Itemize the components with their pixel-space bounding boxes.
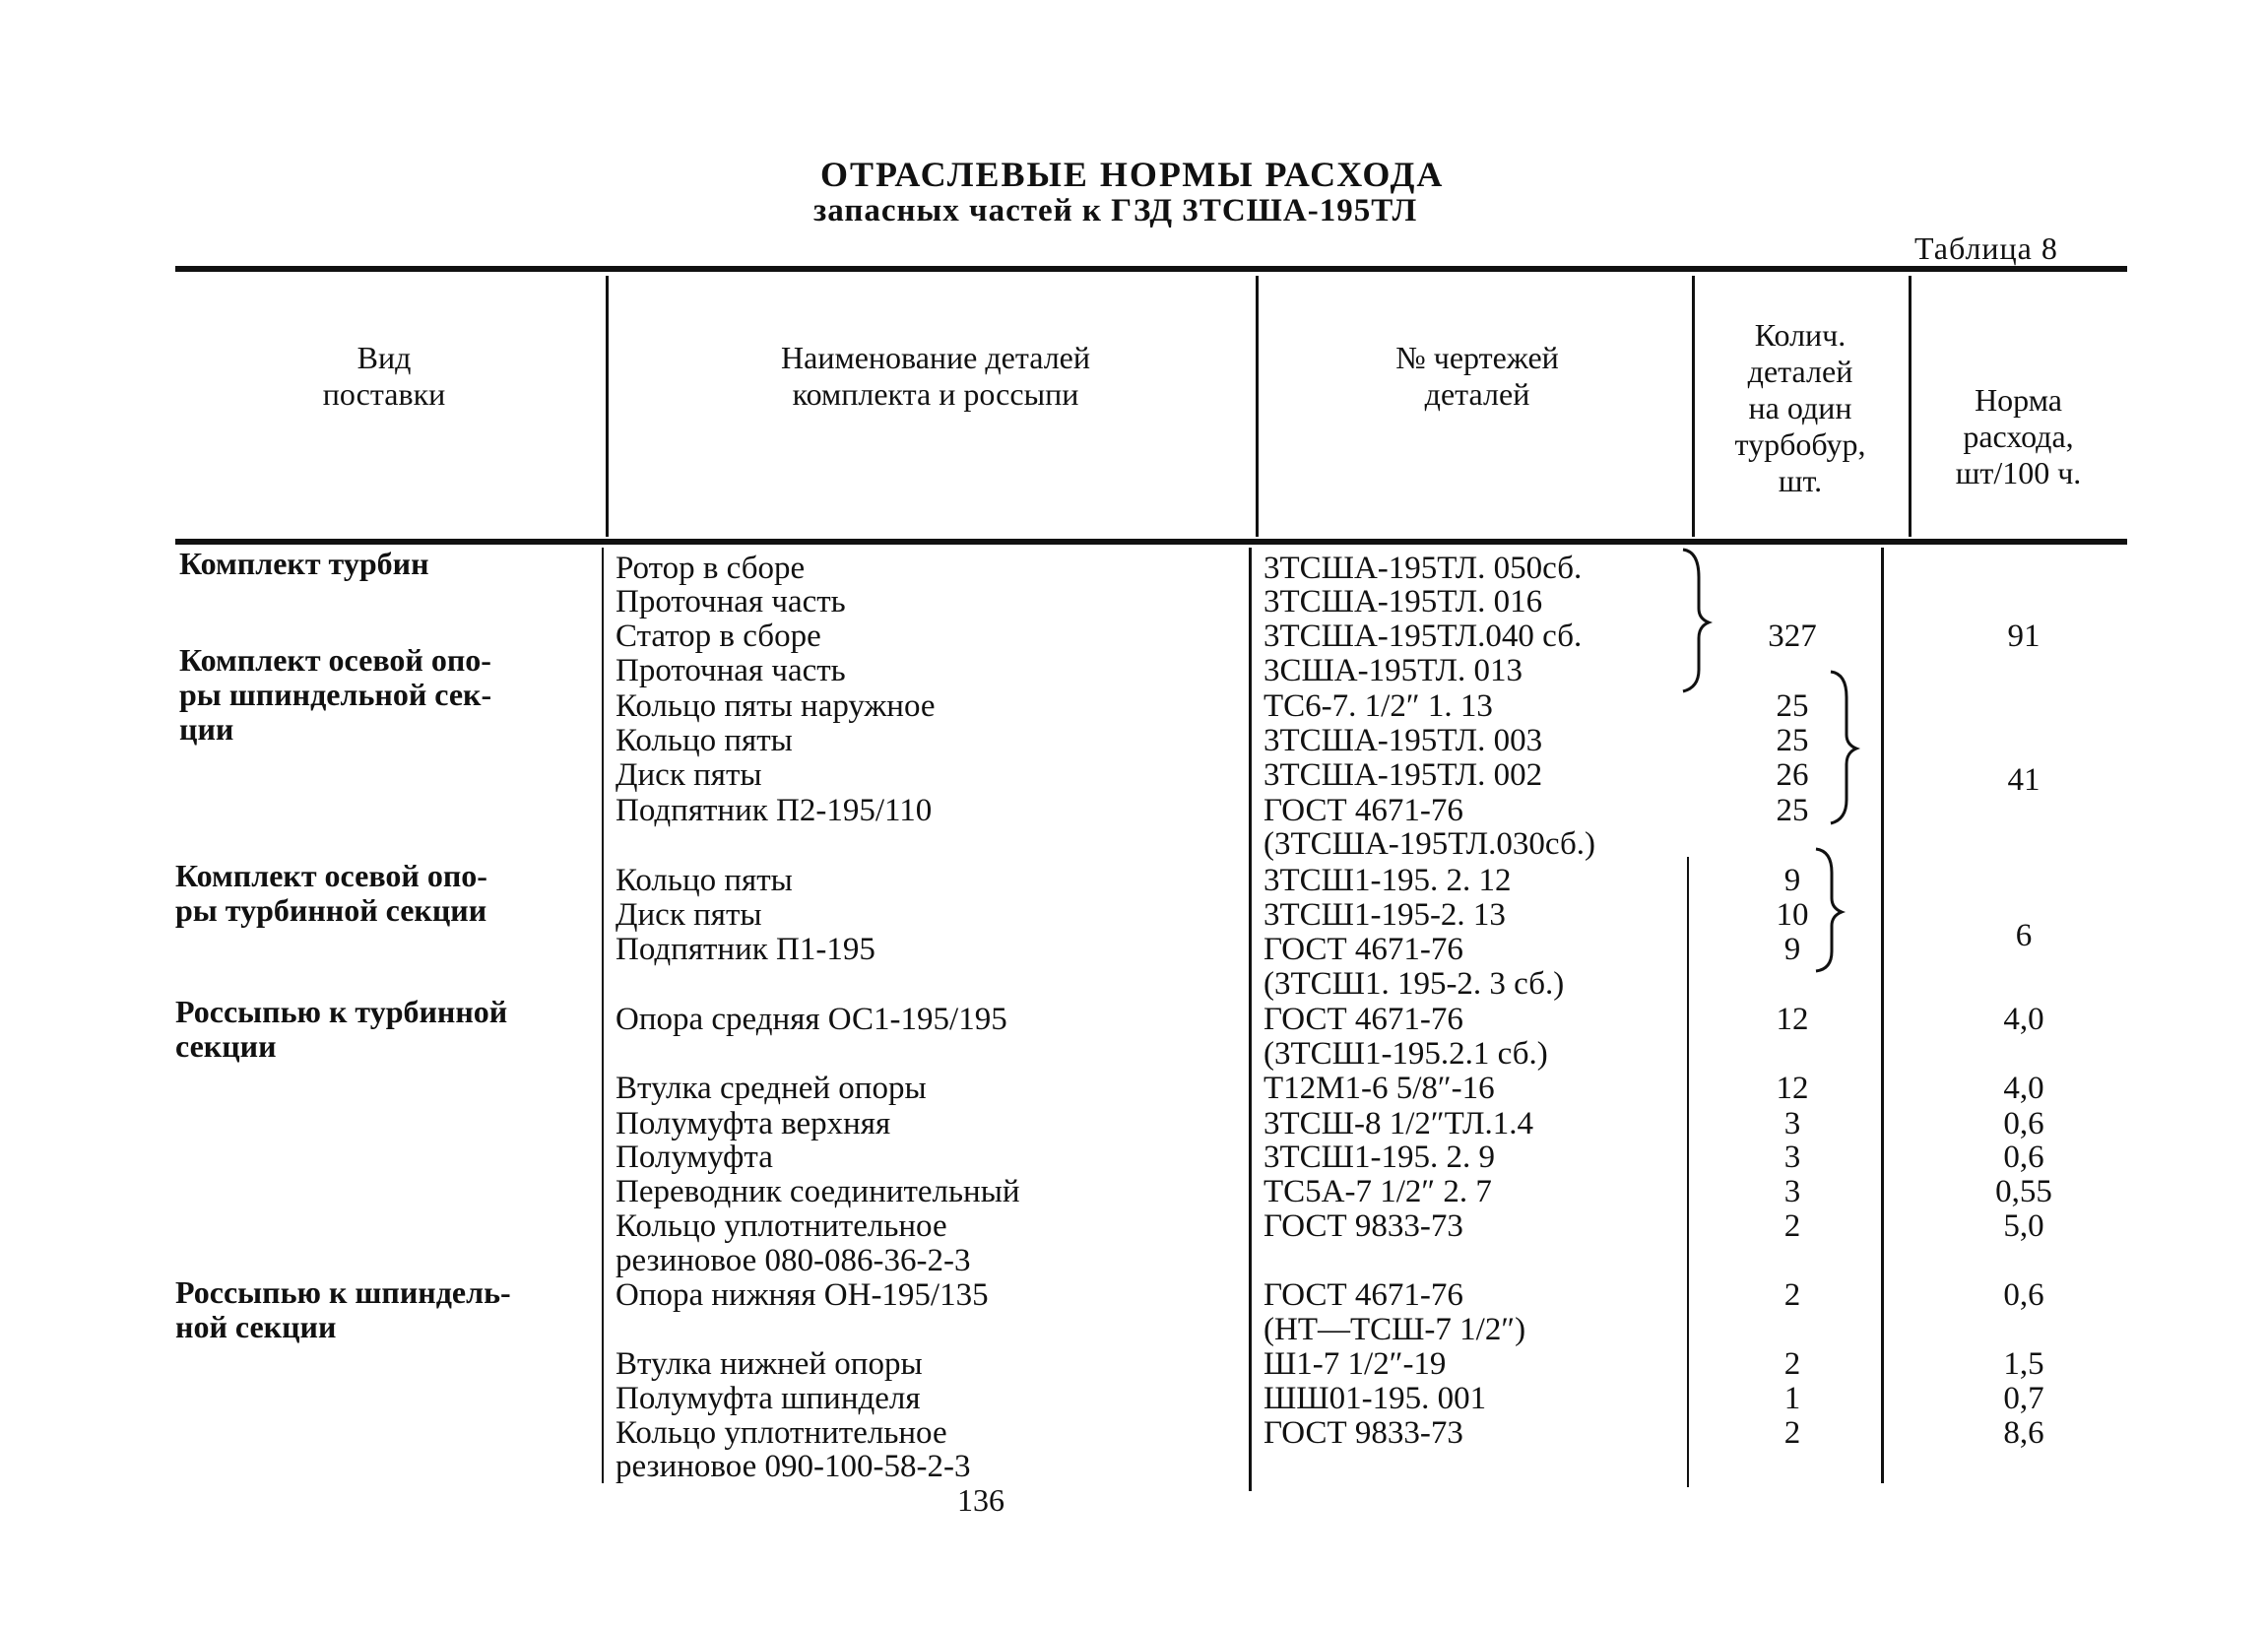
part-name-cell: Подпятник П1-195 [616, 932, 875, 967]
part-name-cell: Диск пяты [616, 897, 762, 933]
header-norm-line-1: Норма [1975, 382, 2062, 418]
category-line: секции [175, 1028, 277, 1064]
drawing-number-cell: (3ТСШ1. 195-2. 3 сб.) [1264, 966, 1565, 1002]
table-top-rule [175, 266, 2127, 272]
drawing-number-cell: 3ТСШ1-195. 2. 9 [1264, 1140, 1495, 1175]
category-turbine-axial-support [175, 859, 487, 928]
header-norm-line-2: расхода, [1963, 419, 2074, 454]
drawing-number-cell: 3США-195ТЛ. 013 [1264, 653, 1523, 688]
quantity-cell: 9 [1783, 863, 1801, 898]
norm-cell: 0,6 [2003, 1106, 2044, 1141]
quantity-cell: 3 [1783, 1140, 1801, 1175]
part-name-cell: Диск пяты [616, 757, 762, 793]
brace-spindle-support [1827, 670, 1866, 827]
category-line: Комплект осевой опо- [179, 642, 491, 678]
category-line: Комплект осевой опо- [175, 858, 487, 893]
part-name-cell: Кольцо пяты [616, 723, 793, 758]
part-name-cell: Проточная часть [616, 653, 846, 688]
quantity-cell: 2 [1783, 1346, 1801, 1382]
drawing-number-cell: ТС5А-7 1/2″ 2. 7 [1264, 1174, 1492, 1209]
drawing-number-cell: 3ТСШ-8 1/2″ТЛ.1.4 [1264, 1106, 1534, 1141]
body-divider-2 [1249, 548, 1252, 1491]
header-part-name-line-2: комплекта и россыпи [792, 376, 1079, 412]
category-line: Комплект турбин [179, 546, 429, 581]
norm-cell: 0,6 [2003, 1140, 2044, 1175]
header-qty [1696, 317, 1905, 499]
header-divider-4 [1909, 276, 1912, 537]
header-divider-3 [1692, 276, 1695, 537]
part-name-cell: Кольцо уплотнительное [616, 1415, 947, 1451]
drawing-number-cell: 3ТСША-195ТЛ. 003 [1264, 723, 1543, 758]
norm-cell: 91 [2007, 619, 2041, 654]
norm-cell: 8,6 [2003, 1415, 2044, 1451]
drawing-number-cell: ГОСТ 9833-73 [1264, 1415, 1463, 1451]
header-qty-line-2: деталей [1747, 354, 1853, 389]
drawing-number-cell: ШШ01-195. 001 [1264, 1381, 1487, 1416]
header-drawing [1280, 340, 1674, 413]
quantity-cell: 12 [1776, 1002, 1809, 1037]
part-name-cell: Статор в сборе [616, 619, 821, 654]
header-part-name-line-1: Наименование деталей [781, 340, 1090, 375]
norm-cell: 1,5 [2003, 1346, 2044, 1382]
drawing-number-cell: (3ТСШ1-195.2.1 сб.) [1264, 1036, 1548, 1072]
header-delivery-line-1: Вид [356, 340, 412, 375]
quantity-cell: 25 [1776, 723, 1809, 758]
norm-cell: 0,7 [2003, 1381, 2044, 1416]
category-loose-spindle [175, 1275, 511, 1344]
header-norm [1912, 382, 2124, 491]
page-subtitle: запасных частей к ГЗД 3ТСША-195ТЛ [813, 193, 1418, 228]
norm-cell: 6 [2015, 918, 2033, 953]
part-name-cell: Ротор в сборе [616, 551, 806, 586]
part-name-cell: Переводник соединительный [616, 1174, 1020, 1209]
quantity-cell: 25 [1776, 688, 1809, 724]
header-part-name [670, 340, 1201, 413]
quantity-cell: 2 [1783, 1208, 1801, 1244]
header-delivery [236, 340, 532, 413]
part-name-cell: Опора нижняя ОН-195/135 [616, 1277, 989, 1313]
header-divider-2 [1256, 276, 1259, 537]
drawing-number-cell: ТС6-7. 1/2″ 1. 13 [1264, 688, 1493, 724]
drawing-number-cell: ГОСТ 4671-76 [1264, 1002, 1463, 1037]
category-line: ры турбинной секции [175, 892, 487, 928]
header-qty-line-1: Колич. [1754, 317, 1847, 353]
drawing-number-cell: 3ТСША-195ТЛ. 050сб. [1264, 551, 1583, 586]
norm-cell: 4,0 [2003, 1002, 2044, 1037]
category-line: ры шпиндельной сек- [179, 677, 492, 712]
category-line: Россыпью к турбинной [175, 994, 508, 1029]
header-norm-line-3: шт/100 ч. [1955, 455, 2082, 490]
drawing-number-cell: Ш1-7 1/2″-19 [1264, 1346, 1447, 1382]
norm-cell: 0,55 [1995, 1174, 2052, 1209]
header-delivery-line-2: поставки [322, 376, 446, 412]
part-name-cell: Проточная часть [616, 584, 846, 619]
part-name-cell: Полумуфта шпинделя [616, 1381, 921, 1416]
drawing-number-cell: 3ТСША-195ТЛ.040 сб. [1264, 619, 1583, 654]
header-divider-1 [606, 276, 609, 537]
part-name-cell: Подпятник П2-195/110 [616, 793, 933, 828]
quantity-cell: 327 [1768, 619, 1817, 654]
drawing-number-cell: (3ТСША-195ТЛ.030сб.) [1264, 826, 1595, 862]
drawing-number-cell: 3ТСШ1-195-2. 13 [1264, 897, 1506, 933]
drawing-number-cell: 3ТСША-195ТЛ. 016 [1264, 584, 1543, 619]
header-drawing-line-2: деталей [1424, 376, 1530, 412]
part-name-cell: Кольцо пяты [616, 863, 793, 898]
brace-turbine-support [1812, 847, 1851, 975]
norm-cell: 4,0 [2003, 1071, 2044, 1106]
quantity-cell: 2 [1783, 1277, 1801, 1313]
part-name-cell: Полумуфта [616, 1140, 773, 1175]
category-line: Россыпью к шпиндель- [175, 1274, 511, 1310]
quantity-cell: 12 [1776, 1071, 1809, 1106]
drawing-number-cell: (НТ—ТСШ-7 1/2″) [1264, 1312, 1526, 1347]
part-name-cell: Опора средняя ОС1-195/195 [616, 1002, 1007, 1037]
body-divider-4 [1881, 548, 1884, 1483]
category-line: ной секции [175, 1309, 337, 1344]
drawing-number-cell: Т12М1-6 5/8″-16 [1264, 1071, 1495, 1106]
norm-cell: 41 [2007, 762, 2041, 798]
part-name-cell: Кольцо уплотнительное [616, 1208, 947, 1244]
quantity-cell: 25 [1776, 793, 1809, 828]
quantity-cell: 3 [1783, 1106, 1801, 1141]
part-name-cell: резиновое 090-100-58-2-3 [616, 1449, 971, 1484]
quantity-cell: 1 [1783, 1381, 1801, 1416]
quantity-cell: 2 [1783, 1415, 1801, 1451]
part-name-cell: резиновое 080-086-36-2-3 [616, 1243, 971, 1278]
drawing-number-cell: ГОСТ 4671-76 [1264, 793, 1463, 828]
table-label: Таблица 8 [1914, 230, 2058, 266]
body-divider-1 [602, 548, 604, 1483]
norm-cell: 5,0 [2003, 1208, 2044, 1244]
part-name-cell: Полумуфта верхняя [616, 1106, 891, 1141]
part-name-cell: Втулка средней опоры [616, 1071, 927, 1106]
drawing-number-cell: 3ТСШ1-195. 2. 12 [1264, 863, 1512, 898]
brace-turbine-set [1679, 548, 1718, 695]
quantity-cell: 26 [1776, 757, 1809, 793]
drawing-number-cell: ГОСТ 4671-76 [1264, 1277, 1463, 1313]
header-qty-line-5: шт. [1778, 463, 1823, 498]
header-qty-line-4: турбобур, [1734, 426, 1866, 462]
quantity-cell: 10 [1776, 897, 1809, 933]
page-title: ОТРАСЛЕВЫЕ НОРМЫ РАСХОДА [820, 155, 1445, 194]
drawing-number-cell: ГОСТ 9833-73 [1264, 1208, 1463, 1244]
header-bottom-rule [175, 539, 2127, 545]
quantity-cell: 9 [1783, 932, 1801, 967]
header-drawing-line-1: № чертежей [1395, 340, 1559, 375]
category-line: ции [179, 711, 234, 747]
body-divider-3 [1687, 857, 1689, 1487]
quantity-cell: 3 [1783, 1174, 1801, 1209]
drawing-number-cell: 3ТСША-195ТЛ. 002 [1264, 757, 1543, 793]
norm-cell: 0,6 [2003, 1277, 2044, 1313]
category-spindle-axial-support [179, 643, 491, 747]
part-name-cell: Втулка нижней опоры [616, 1346, 923, 1382]
part-name-cell: Кольцо пяты наружное [616, 688, 936, 724]
page-number: 136 [957, 1482, 1004, 1518]
drawing-number-cell: ГОСТ 4671-76 [1264, 932, 1463, 967]
category-loose-turbine [175, 995, 507, 1064]
category-turbine-set [179, 547, 429, 581]
header-qty-line-3: на один [1748, 390, 1852, 425]
